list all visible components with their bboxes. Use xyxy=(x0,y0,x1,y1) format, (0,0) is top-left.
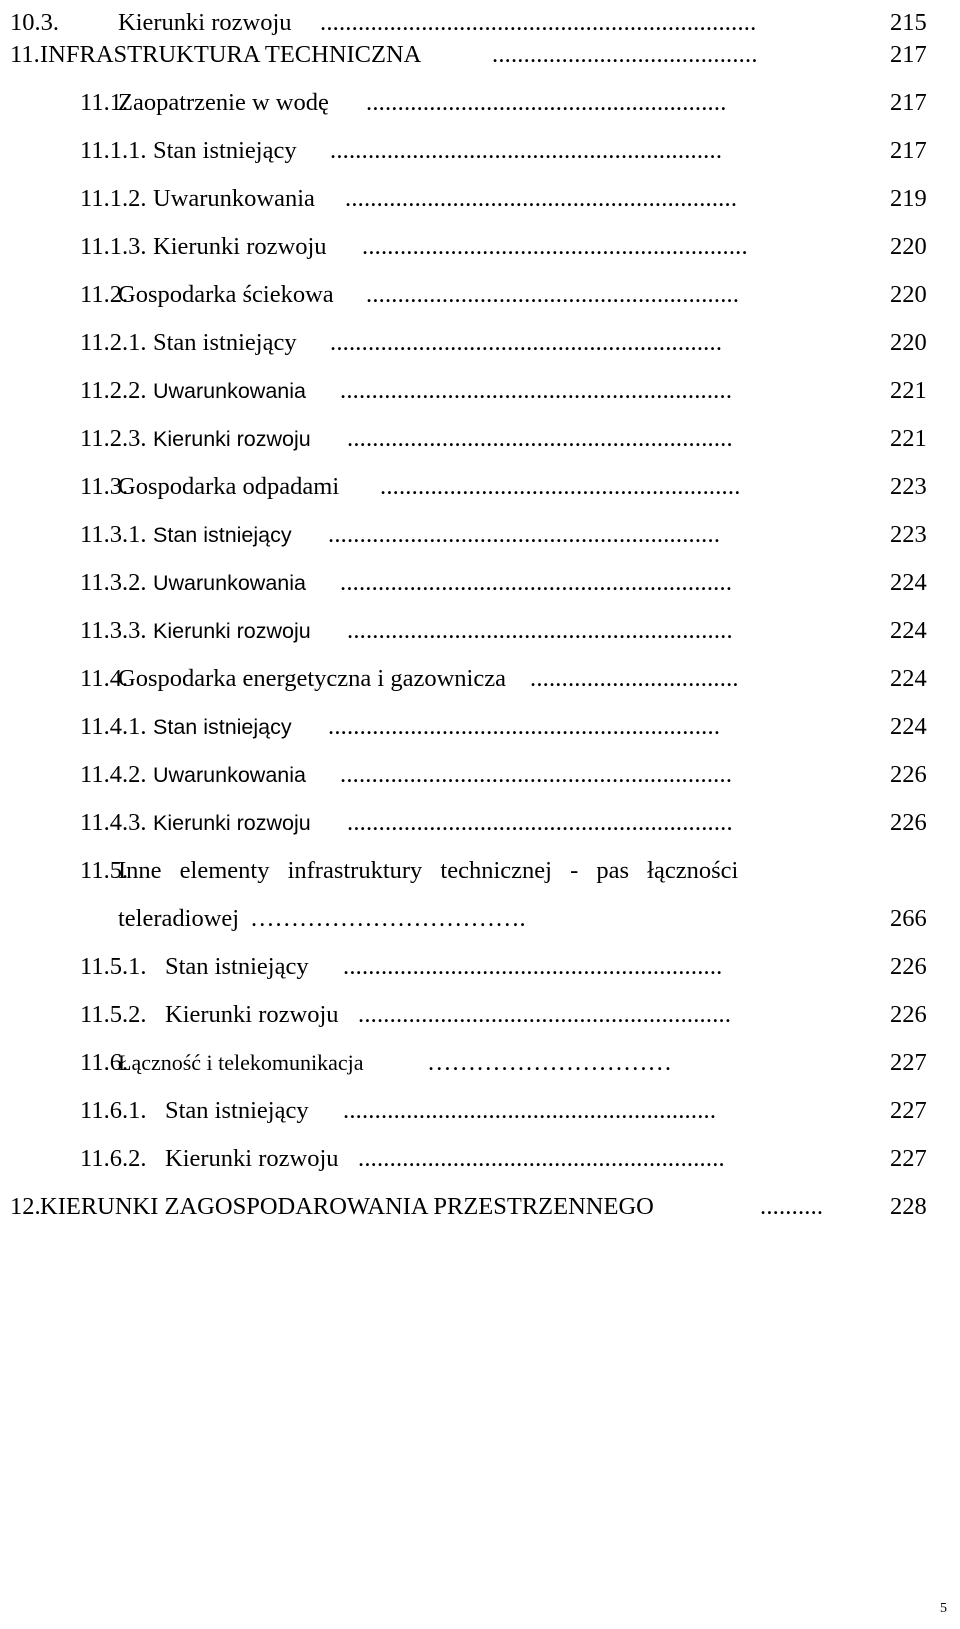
toc-entry-page: 217 xyxy=(890,137,927,164)
toc-entry-page: 217 xyxy=(890,41,927,68)
toc-entry-title: Gospodarka odpadami xyxy=(118,473,340,500)
toc-entry-leader: ........................................................... xyxy=(358,1001,732,1028)
toc-entry-leader: ........................................................... xyxy=(366,281,740,308)
toc-entry-page: 215 xyxy=(890,9,927,36)
toc-entry-number: 11.3.2. xyxy=(80,569,147,596)
toc-entry-title: Stan istniejący xyxy=(165,953,309,980)
toc-entry-number: 11.3. xyxy=(80,473,129,500)
toc-entry-number: 11.5.1. xyxy=(80,953,147,980)
toc-entry-page: 227 xyxy=(890,1097,927,1124)
toc-entry xyxy=(0,992,960,1038)
toc-entry-number: 11. xyxy=(10,41,40,68)
toc-entry xyxy=(0,32,960,78)
toc-entry-leader: .............................................................. xyxy=(330,329,723,356)
toc-entry-number: 11.5. xyxy=(80,857,129,884)
toc-entry-title: Inne elementy infrastruktury technicznej - pas łączności xyxy=(118,857,739,884)
toc-entry-title: Kierunki rozwoju xyxy=(153,233,327,260)
toc-entry-leader: .......................................................... xyxy=(358,1145,725,1172)
toc-entry xyxy=(0,224,960,270)
toc-entry xyxy=(0,560,960,606)
toc-entry xyxy=(0,416,960,462)
toc-entry-title: Stan istniejący xyxy=(153,523,292,547)
toc-entry-title: Zaopatrzenie w wodę xyxy=(118,89,329,116)
toc-entry-leader: ……………………………. xyxy=(250,905,526,932)
toc-entry-leader: ................................. xyxy=(530,665,739,692)
toc-entry xyxy=(0,704,960,750)
toc-entry-page: 226 xyxy=(890,953,927,980)
toc-entry-leader: .......................................... xyxy=(492,41,758,68)
toc-entry-number: 11.4.2. xyxy=(80,761,147,788)
toc-entry-number: 11.5.2. xyxy=(80,1001,147,1028)
toc-entry-page: 224 xyxy=(890,665,927,692)
toc-entry-leader: .............................................................. xyxy=(330,137,723,164)
toc-entry-leader: ............................................................. xyxy=(362,233,748,260)
toc-entry-page: 226 xyxy=(890,809,927,836)
toc-entry-number: 11.6.2. xyxy=(80,1145,147,1172)
toc-entry-number: 11.2.2. xyxy=(80,377,147,404)
toc-entry-page: 220 xyxy=(890,329,927,356)
toc-entry xyxy=(0,80,960,126)
toc-entry-number: 11.1.1. xyxy=(80,137,147,164)
toc-entry-number: 11.6.1. xyxy=(80,1097,147,1124)
toc-entry-number: 11.2. xyxy=(80,281,129,308)
toc-entry-title: Gospodarka ściekowa xyxy=(118,281,334,308)
toc-entry-page: 223 xyxy=(890,473,927,500)
toc-entry xyxy=(0,1184,960,1230)
toc-entry-number: 10.3. xyxy=(10,9,59,36)
toc-entry-leader: .............................................................. xyxy=(340,377,733,404)
toc-entry-title: Kierunki rozwoju xyxy=(153,427,311,451)
toc-entry-number: 11.1.3. xyxy=(80,233,147,260)
toc-entry xyxy=(0,656,960,702)
toc-entry-page: 223 xyxy=(890,521,927,548)
toc-entry-leader: .............................................................. xyxy=(328,713,721,740)
toc-entry-leader: ........................................................... xyxy=(343,1097,717,1124)
toc-entry-leader: .............................................................. xyxy=(340,761,733,788)
toc-entry-leader: ......................................................... xyxy=(380,473,741,500)
toc-entry-title: Stan istniejący xyxy=(153,715,292,739)
toc-entry-continuation xyxy=(0,896,960,942)
toc-entry-number: 11.4.3. xyxy=(80,809,147,836)
toc-entry-leader: .............................................................. xyxy=(328,521,721,548)
toc-entry-leader: ............................................................. xyxy=(347,809,733,836)
toc-entry xyxy=(0,320,960,366)
toc-entry-page: 221 xyxy=(890,425,927,452)
toc-entry-title: Łączność i telekomunikacja xyxy=(118,1050,364,1075)
toc-entry-leader: ............................................................ xyxy=(343,953,723,980)
toc-entry-number: 11.6. xyxy=(80,1049,129,1076)
toc-entry-leader: ............................................................. xyxy=(347,617,733,644)
toc-entry xyxy=(0,512,960,558)
toc-entry xyxy=(0,1088,960,1134)
toc-entry-number: 11.1. xyxy=(80,89,129,116)
toc-entry-page: 221 xyxy=(890,377,927,404)
toc-entry-page: 227 xyxy=(890,1145,927,1172)
toc-entry-leader: ..................................................................... xyxy=(320,9,757,36)
toc-entry xyxy=(0,272,960,318)
toc-entry-number: 11.2.3. xyxy=(80,425,147,452)
toc-entry xyxy=(0,464,960,510)
toc-entry-number: 11.1.2. xyxy=(80,185,147,212)
toc-entry xyxy=(0,368,960,414)
toc-entry-page: 219 xyxy=(890,185,927,212)
toc-entry-number: 11.3.3. xyxy=(80,617,147,644)
toc-entry-page: 266 xyxy=(890,905,927,932)
toc-entry-title: Uwarunkowania xyxy=(153,763,306,787)
toc-entry xyxy=(0,848,960,894)
toc-entry-page: 220 xyxy=(890,233,927,260)
toc-entry-title: teleradiowej xyxy=(118,905,240,932)
toc-entry-title: Uwarunkowania xyxy=(153,185,315,212)
toc-entry-page: 226 xyxy=(890,1001,927,1028)
toc-entry xyxy=(0,800,960,846)
toc-entry-page: 227 xyxy=(890,1049,927,1076)
toc-entry-number: 11.2.1. xyxy=(80,329,147,356)
toc-entry xyxy=(0,1136,960,1182)
toc-entry-title: Kierunki rozwoju xyxy=(153,811,311,835)
toc-entry-leader: .............................................................. xyxy=(340,569,733,596)
toc-entry-title: Uwarunkowania xyxy=(153,379,306,403)
toc-entry-page: 224 xyxy=(890,713,927,740)
toc-entry-title: Kierunki rozwoju xyxy=(153,619,311,643)
toc-entry-page: 217 xyxy=(890,89,927,116)
toc-entry-title: Kierunki rozwoju xyxy=(165,1145,339,1172)
toc-entry xyxy=(0,944,960,990)
page-number: 5 xyxy=(940,1601,947,1616)
toc-entry-title: Stan istniejący xyxy=(153,137,297,164)
toc-entry-leader: .............................................................. xyxy=(345,185,738,212)
toc-entry-page: 224 xyxy=(890,617,927,644)
toc-entry-leader: .......... xyxy=(760,1193,824,1220)
toc-entry xyxy=(0,128,960,174)
toc-entry-leader: ………………………… xyxy=(427,1049,672,1076)
toc-entry-title: KIERUNKI ZAGOSPODAROWANIA PRZESTRZENNEGO xyxy=(40,1193,654,1220)
toc-entry-number: 11.3.1. xyxy=(80,521,147,548)
toc-entry xyxy=(0,752,960,798)
toc-entry-leader: ............................................................. xyxy=(347,425,733,452)
toc-entry-title: INFRASTRUKTURA TECHNICZNA xyxy=(40,41,422,68)
toc-entry-number: 11.4. xyxy=(80,665,129,692)
toc-entry-title: Gospodarka energetyczna i gazownicza xyxy=(118,665,506,692)
toc-entry xyxy=(0,1040,960,1086)
toc-entry-title: Kierunki rozwoju xyxy=(118,9,292,36)
toc-entry-title: Kierunki rozwoju xyxy=(165,1001,339,1028)
toc-entry-title: Stan istniejący xyxy=(165,1097,309,1124)
toc-entry-number: 11.4.1. xyxy=(80,713,147,740)
toc-entry-page: 224 xyxy=(890,569,927,596)
toc-entry-leader: ......................................................... xyxy=(366,89,727,116)
toc-entry-number: 12. xyxy=(10,1193,41,1220)
toc-entry-title: Uwarunkowania xyxy=(153,571,306,595)
toc-entry-page: 220 xyxy=(890,281,927,308)
toc-entry-page: 228 xyxy=(890,1193,927,1220)
toc-entry xyxy=(0,176,960,222)
toc-entry-page: 226 xyxy=(890,761,927,788)
toc-entry xyxy=(0,608,960,654)
toc-entry-title: Stan istniejący xyxy=(153,329,297,356)
